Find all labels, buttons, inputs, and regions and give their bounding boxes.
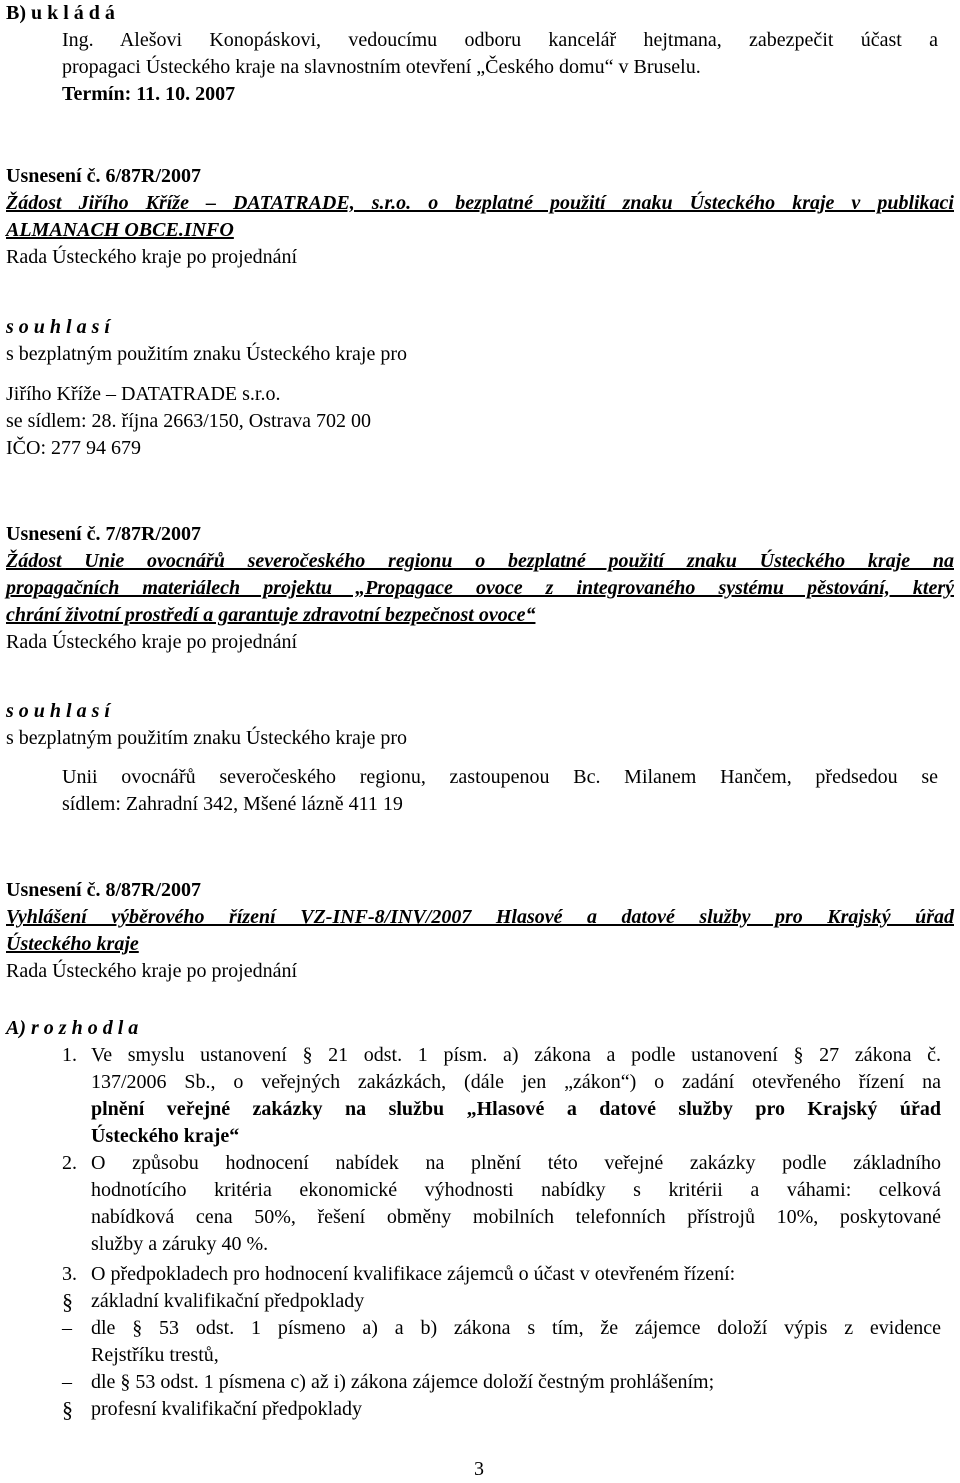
party-address: se sídlem: 28. října 2663/150, Ostrava 702 00 (6, 410, 371, 432)
resolution-heading: Usnesení č. 7/87R/2007 (6, 523, 201, 545)
item-number: 3. (62, 1263, 77, 1285)
dash-bullet: – (62, 1317, 72, 1339)
council-text: Rada Ústeckého kraje po projednání (6, 960, 298, 982)
item-line: 137/2006 Sb., o veřejných zakázkách, (dále jen „zákon“) o zadání otevřeného řízení na (91, 1071, 941, 1093)
verdict: A) r o z h o d l a (6, 1017, 139, 1039)
party-id: IČO: 277 94 679 (6, 437, 141, 459)
section-b-body (62, 27, 938, 108)
bullet-body (91, 1315, 941, 1369)
subject-line: chrání životní prostředí a garantuje zdravotní bezpečnost ovoce“ (6, 604, 536, 626)
item-line: nabídková cena 50%, řešení obměny mobilních telefonních přístrojů 10%, poskytované (91, 1206, 941, 1228)
item-line: hodnotícího kritéria ekonomické výhodnosti nabídky s kritérii a váhami: celková (91, 1179, 941, 1201)
resolution-subject (6, 904, 954, 958)
dash-bullet: – (62, 1371, 72, 1393)
item-number: 1. (62, 1044, 77, 1066)
item-number: 2. (62, 1152, 77, 1174)
party-name: Jiřího Kříže – DATATRADE s.r.o. (6, 383, 281, 405)
verdict: s o u h l a s í (6, 700, 110, 722)
subject-line: Žádost Jiřího Kříže – DATATRADE, s.r.o. o bezplatné použití znaku Ústeckého kraje v publikaci (6, 192, 954, 214)
item-line: O předpokladech pro hodnocení kvalifikace zájemců o účast v otevřeném řízení: (91, 1263, 736, 1285)
bullet-line: dle § 53 odst. 1 písmeno a) a b) zákona s tím, že zájemce doloží výpis z evidence (91, 1317, 941, 1339)
bullet-text: základní kvalifikační předpoklady (91, 1290, 365, 1312)
item-line: Ve smyslu ustanovení § 21 odst. 1 písm. a) zákona a podle ustanovení § 27 zákona č. (91, 1044, 941, 1066)
subject-line: Žádost Unie ovocnářů severočeského regionu o bezplatné použití znaku Ústeckého kraje na (6, 550, 954, 572)
item-body (91, 1042, 941, 1150)
resolution-text: s bezplatným použitím znaku Ústeckého kraje pro (6, 343, 407, 365)
page-number: 3 (474, 1458, 484, 1480)
party-line: Unii ovocnářů severočeského regionu, zastoupenou Bc. Milanem Hančem, předsedou se (62, 766, 938, 788)
body-line: Ing. Alešovi Konopáskovi, vedoucímu odboru kancelář hejtmana, zabezpečit účast a (62, 29, 938, 51)
body-line: propagaci Ústeckého kraje na slavnostním otevření „Českého domu“ v Bruselu. (62, 56, 701, 78)
party-block (62, 764, 938, 818)
party-line: sídlem: Zahradní 342, Mšené lázně 411 19 (62, 793, 403, 815)
resolution-heading: Usnesení č. 8/87R/2007 (6, 879, 201, 901)
bullet-line: Rejstříku trestů, (91, 1344, 219, 1366)
item-line: Ústeckého kraje“ (91, 1125, 240, 1147)
item-body (91, 1150, 941, 1258)
resolution-heading: Usnesení č. 6/87R/2007 (6, 165, 201, 187)
resolution-subject (6, 548, 954, 629)
subject-line: Ústeckého kraje (6, 933, 139, 955)
resolution-subject (6, 190, 954, 244)
subject-line: Vyhlášení výběrového řízení VZ-INF-8/INV/2007 Hlasové a datové služby pro Krajský úřad (6, 906, 954, 928)
section-b-heading: B) u k l á d á (6, 2, 115, 24)
resolution-text: s bezplatným použitím znaku Ústeckého kraje pro (6, 727, 407, 749)
section-sign-bullet: § (62, 1289, 73, 1314)
subject-line: propagačních materiálech projektu „Propagace ovoce z integrovaného systému pěstování, který (6, 577, 954, 599)
item-line: služby a záruky 40 %. (91, 1233, 269, 1255)
council-text: Rada Ústeckého kraje po projednání (6, 631, 298, 653)
item-line: plnění veřejné zakázky na službu „Hlasové a datové služby pro Krajský úřad (91, 1098, 941, 1120)
item-line: O způsobu hodnocení nabídek na plnění této veřejné zakázky podle základního (91, 1152, 941, 1174)
deadline: Termín: 11. 10. 2007 (62, 83, 236, 105)
verdict: s o u h l a s í (6, 316, 110, 338)
subject-line: ALMANACH OBCE.INFO (6, 219, 234, 241)
bullet-text: profesní kvalifikační předpoklady (91, 1398, 363, 1420)
bullet-text: dle § 53 odst. 1 písmena c) až i) zákona zájemce doloží čestným prohlášením; (91, 1371, 715, 1393)
section-sign-bullet: § (62, 1397, 73, 1422)
council-text: Rada Ústeckého kraje po projednání (6, 246, 298, 268)
